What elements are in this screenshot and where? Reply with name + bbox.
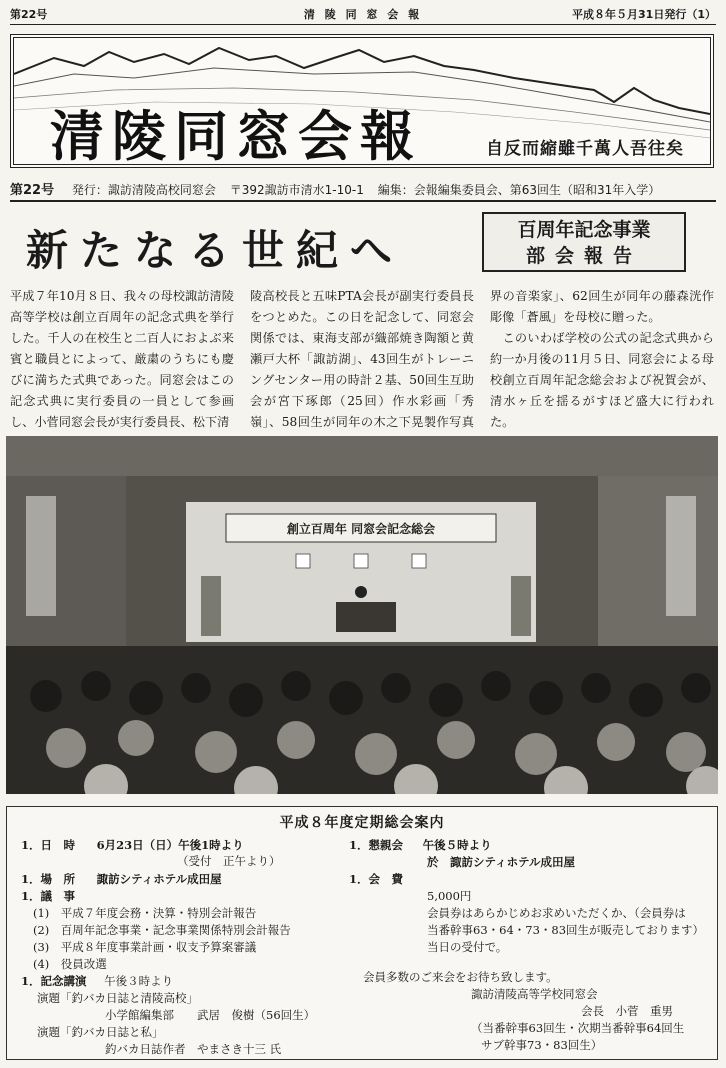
page-header xyxy=(10,6,716,26)
header-date: 平成８年５月31日発行（1） xyxy=(572,8,716,21)
fee-note-1: 会員券はあらかじめお求めいただくか、（会員券は xyxy=(427,906,686,920)
masthead-title: 清陵同窓会報 xyxy=(50,105,422,168)
header-paper-name: 清 陵 同 窓 会 報 xyxy=(303,8,423,21)
agenda-item-1: (1) 平成７年度会務・決算・特別会計報告 xyxy=(33,906,257,920)
publication-info xyxy=(10,179,716,197)
header-issue: 第22号 xyxy=(10,8,48,21)
closing-message: 会員多数のご来会をお待ち致します。 xyxy=(363,970,558,984)
info-address: 〒392諏訪市清水1-10-1 xyxy=(229,183,364,197)
header-rule xyxy=(10,24,716,25)
party-label: 1．懇親会 xyxy=(349,838,404,852)
section-box-line1: 百周年記念事業 xyxy=(517,219,651,241)
photo-banner-text: 創立百周年 同窓会記念総会 xyxy=(286,522,436,536)
date-sub: （受付 正午より） xyxy=(177,854,281,868)
lecture1-title: 演題「釣バカ日誌と清陵高校」 xyxy=(37,991,198,1005)
duty-line-2: サブ幹事73・83回生） xyxy=(481,1038,603,1052)
organization: 諏訪清陵高等学校同窓会 xyxy=(471,987,598,1001)
notice-date-row xyxy=(21,837,244,854)
headline: 新たなる世紀へ xyxy=(26,226,405,275)
section-box xyxy=(482,212,686,272)
lecture-row xyxy=(21,973,173,990)
agenda-item-2: (2) 百周年記念事業・記念事業関係特別会計報告 xyxy=(33,923,291,937)
agenda-item-3: (3) 平成８年度事業計画・収支予算案審議 xyxy=(33,940,257,954)
lecture1-speaker: 小学館編集部 武居 俊樹（56回生） xyxy=(105,1008,316,1022)
lecture2-title: 演題「釣バカ日誌と私」 xyxy=(37,1025,164,1039)
info-publisher: 発行：諏訪清陵高校同窓会 xyxy=(71,183,216,197)
ceremony-photo-image xyxy=(6,436,718,794)
lecture-time: 午後３時より xyxy=(104,974,174,988)
fee-note-3: 当日の受付で。 xyxy=(427,940,508,954)
masthead xyxy=(10,34,714,168)
info-issue: 第22号 xyxy=(10,183,55,198)
article-column-2: 陵高校長と五味PTA会長が副実行委員長をつとめた。この日を記念して、同窓会関係では、東海支部が織部焼き陶額と黄瀬戸大杯「諏訪湖」、43回生がトレーニングセンター用の時計２基、50回生互助会が宮下琢郎（25回）作水彩画「秀嶺」、58回生が同年の木之下晃製作写真 xyxy=(250,289,474,429)
fee-label: 1．会 費 xyxy=(349,872,404,886)
notice-title: 平成８年度定期総会案内 xyxy=(279,815,445,831)
masthead-motto: 自反而縮雖千萬人吾往矣 xyxy=(486,139,684,159)
duty-line-1: （当番幹事63回生・次期当番幹事64回生 xyxy=(471,1021,685,1035)
ceremony-photo xyxy=(6,436,718,794)
place-label: 1．場 所 xyxy=(21,872,76,886)
section-box-line2: 部会報告 xyxy=(525,245,642,267)
agenda-label: 1．議 事 xyxy=(21,889,76,903)
lecture-label: 1．記念講演 xyxy=(21,974,87,988)
fee-row xyxy=(349,871,403,888)
general-meeting-notice xyxy=(6,806,718,1060)
president: 会長 小菅 重男 xyxy=(581,1004,673,1018)
fee-note-2: 当番幹事63・64・73・83回生が販売しております） xyxy=(427,923,705,937)
place-value: 諏訪シティホテル成田屋 xyxy=(96,872,222,886)
article-column-3: 界の音楽家」、62回生が同年の藤森洸作彫像「蒼風」を母校に贈った。 このいわば学校の公式の記念式典から約一か月後の11月５日、同窓会による母校創立百周年記念総会および祝賀会が、清水ヶ丘を揺るがすほど盛大に行われた。 xyxy=(490,289,714,429)
info-editor: 編集：会報編集委員会、第63回生（昭和31年入学） xyxy=(377,183,661,197)
fee-value: 5,000円 xyxy=(427,889,472,903)
date-value: 6月23日（日）午後1時より xyxy=(96,838,244,852)
party-place: 於 諏訪シティホテル成田屋 xyxy=(427,855,576,869)
notice-place-row xyxy=(21,871,222,888)
agenda-item-4: (4) 役員改選 xyxy=(33,957,107,971)
article-column-1: 平成７年10月８日、我々の母校諏訪清陵高等学校は創立百周年の記念式典を挙行した。千人の在校生と二百人におよぶ来賓と職員とによって、厳粛のうちにも慶びに満ちた式典であった。同窓会はこの記念式典に実行委員の一員として参画し、小菅同窓会長が実行委員長、松下清 xyxy=(10,289,234,429)
lecture2-speaker: 釣バカ日誌作者 やまさき十三 氏 xyxy=(105,1042,282,1056)
party-value: 午後５時より xyxy=(422,838,492,852)
date-label: 1．日 時 xyxy=(21,838,76,852)
party-row xyxy=(349,837,492,854)
info-rule xyxy=(10,200,716,202)
